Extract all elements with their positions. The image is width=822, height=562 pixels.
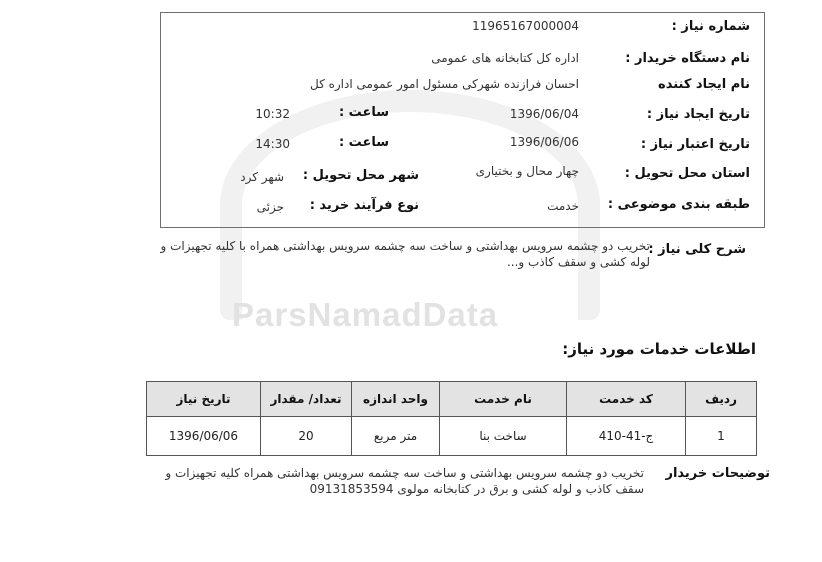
cell-unit: متر مربع [352, 417, 440, 456]
delivery-province-label: استان محل تحویل : [624, 166, 750, 181]
col-service-name: نام خدمت [440, 382, 567, 417]
table-row [147, 417, 757, 456]
purchase-type-value: جزئی [256, 200, 284, 214]
col-need-date: تاریخ نیاز [147, 382, 261, 417]
category-value: خدمت [547, 199, 579, 213]
created-time-label: ساعت : [338, 105, 389, 120]
need-number-label: شماره نیاز : [671, 19, 750, 34]
creator-label: نام ایجاد کننده [658, 77, 750, 92]
creator-value: احسان فرازنده شهرکی مسئول امور عمومی اداره کل [309, 77, 579, 91]
created-date-value: 1396/06/04 [509, 107, 579, 121]
buyer-org-value: اداره کل کتابخانه های عمومی [431, 51, 579, 65]
buyer-notes-text: تخریب دو چشمه سرویس بهداشتی و ساخت سه چشمه سرویس بهداشتی همراه کلیه تجهیزات و سقف کاذب و لوله کشی و برق در کتابخانه مولوی 09131853594 [165, 466, 644, 496]
purchase-type-label: نوع فرآیند خرید : [309, 198, 419, 213]
delivery-province-value: چهار محال و بختیاری [475, 164, 579, 178]
cell-service-name: ساخت بنا [440, 417, 567, 456]
col-row-number: ردیف [686, 382, 757, 417]
buyer-org-label: نام دستگاه خریدار : [625, 51, 750, 66]
description-text: تخریب دو چشمه سرویس بهداشتی و ساخت سه چشمه سرویس بهداشتی همراه با کلیه تجهیزات و لوله کشی و سقف کاذب و... [160, 239, 650, 269]
category-label: طبقه بندی موضوعی : [607, 197, 750, 212]
services-table [146, 381, 757, 456]
validity-date-value: 1396/06/06 [509, 135, 579, 149]
table-header-row [147, 382, 757, 417]
delivery-city-label: شهر محل تحویل : [302, 168, 419, 183]
col-quantity: تعداد/ مقدار [261, 382, 352, 417]
cell-row-number: 1 [686, 417, 757, 456]
cell-need-date: 1396/06/06 [147, 417, 261, 456]
buyer-notes-label: توضیحات خریدار [665, 466, 770, 481]
watermark-text: ParsNamadData [232, 296, 499, 333]
created-time-value: 10:32 [255, 107, 290, 121]
delivery-city-value: شهر کرد [240, 170, 284, 184]
validity-date-label: تاریخ اعتبار نیاز : [640, 137, 750, 152]
col-service-code: کد خدمت [567, 382, 686, 417]
description-label: شرح کلی نیاز : [648, 242, 746, 257]
cell-service-code: ج-41-410 [567, 417, 686, 456]
need-number-value: 11965167000004 [472, 19, 579, 33]
services-section-title: اطلاعات خدمات مورد نیاز: [562, 340, 756, 358]
validity-time-label: ساعت : [338, 135, 389, 150]
cell-quantity: 20 [261, 417, 352, 456]
validity-time-value: 14:30 [255, 137, 290, 151]
tender-info-box [160, 12, 765, 228]
col-unit: واحد اندازه [352, 382, 440, 417]
created-date-label: تاریخ ایجاد نیاز : [646, 107, 750, 122]
